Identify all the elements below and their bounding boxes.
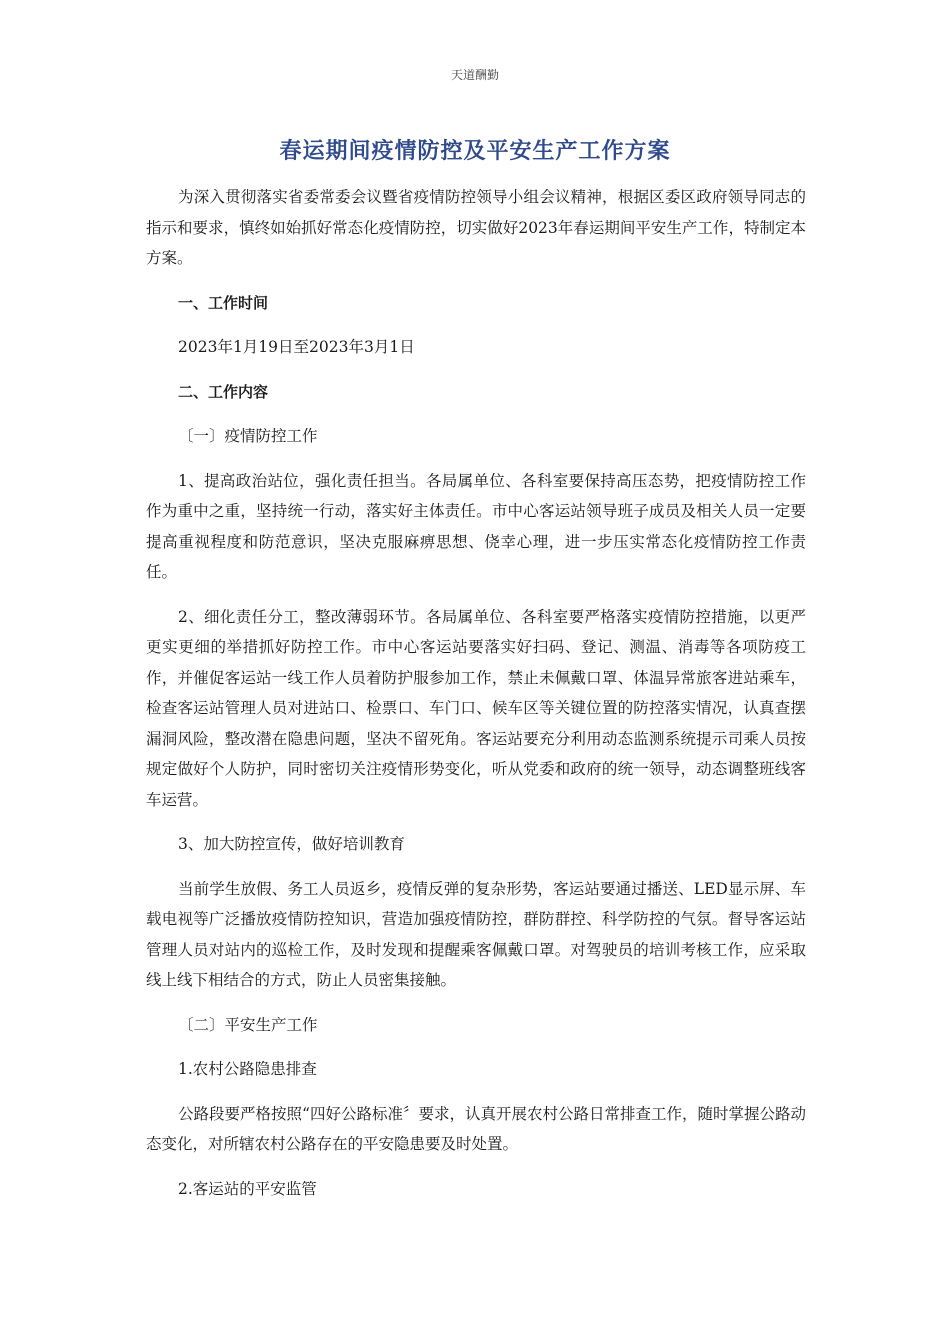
intro-paragraph: 为深入贯彻落实省委常委会议暨省疫情防控领导小组会议精神，根据区委区政府领导同志的指示和要求，慎终如始抓好常态化疫情防控，切实做好2023年春运期间平安生产工作，特制定本方案。 xyxy=(146,188,806,267)
epidemic-item-3-text: 当前学生放假、务工人员返乡，疫情反弹的复杂形势，客运站要通过播送、LED显示屏、车载电视等广泛播放疫情防控知识，营造加强疫情防控，群防群控、科学防控的气氛。督导客运站管理人员对站内的巡检工作，及时发现和提醒乘客佩戴口罩。对驾驶员的培训考核工作，应采取线上线下相结合的方式，防止人员密集接触。 xyxy=(146,879,806,989)
document-body xyxy=(146,182,806,1218)
header-watermark-text: 天道酬勤 xyxy=(450,68,499,82)
safety-item-1-text: 公路段要严格按照“四好公路标准〞要求，认真开展农村公路日常排查工作，随时掌握公路动态变化，对所辖农村公路存在的平安隐患要及时处置。 xyxy=(146,1104,806,1153)
epidemic-item-3-heading: 3、加大防控宣传，做好培训教育 xyxy=(178,835,405,853)
subsection-heading-safety: 〔二〕平安生产工作 xyxy=(178,1015,318,1034)
epidemic-item-2: 2、细化责任分工，整改薄弱环节。各局属单位、各科室要严格落实疫情防控措施，以更严更实更细的举措抓好防控工作。市中心客运站要落实好扫码、登记、测温、消毒等各项防疫工作，并催促客运站一线工作人员着防护服参加工作，禁止未佩戴口罩、体温异常旅客进站乘车，检查客运站管理人员对进站口、检票口、车门口、候车区等关键位置的防控落实情况，认真查摆漏洞风险，整改潜在隐患问题，坚决不留死角。客运站要充分利用动态监测系统提示司乘人员按规定做好个人防护，同时密切关注疫情形势变化，听从党委和政府的统一领导，动态调整班线客车运营。 xyxy=(146,607,806,809)
document-title: 春运期间疫情防控及平安生产工作方案 xyxy=(279,139,671,164)
work-time-paragraph: 2023年1月19日至2023年3月1日 xyxy=(178,338,415,356)
subsection-heading-epidemic: 〔一〕疫情防控工作 xyxy=(178,427,318,445)
safety-item-2-heading: 2.客运站的平安监管 xyxy=(178,1179,317,1198)
epidemic-item-1: 1、提高政治站位，强化责任担当。各局属单位、各科室要保持高压态势，把疫情防控工作作为重中之重，坚持统一行动，落实好主体责任。市中心客运站领导班子成员及相关人员一定要提高重视程度和防范意识，坚决克服麻痹思想、侥幸心理，进一步压实常态化疫情防控工作责任。 xyxy=(146,471,806,581)
safety-item-1-heading: 1.农村公路隐患排查 xyxy=(178,1060,317,1078)
section-heading-work-content: 二、工作内容 xyxy=(178,382,269,401)
section-heading-work-time: 一、工作时间 xyxy=(178,293,269,312)
